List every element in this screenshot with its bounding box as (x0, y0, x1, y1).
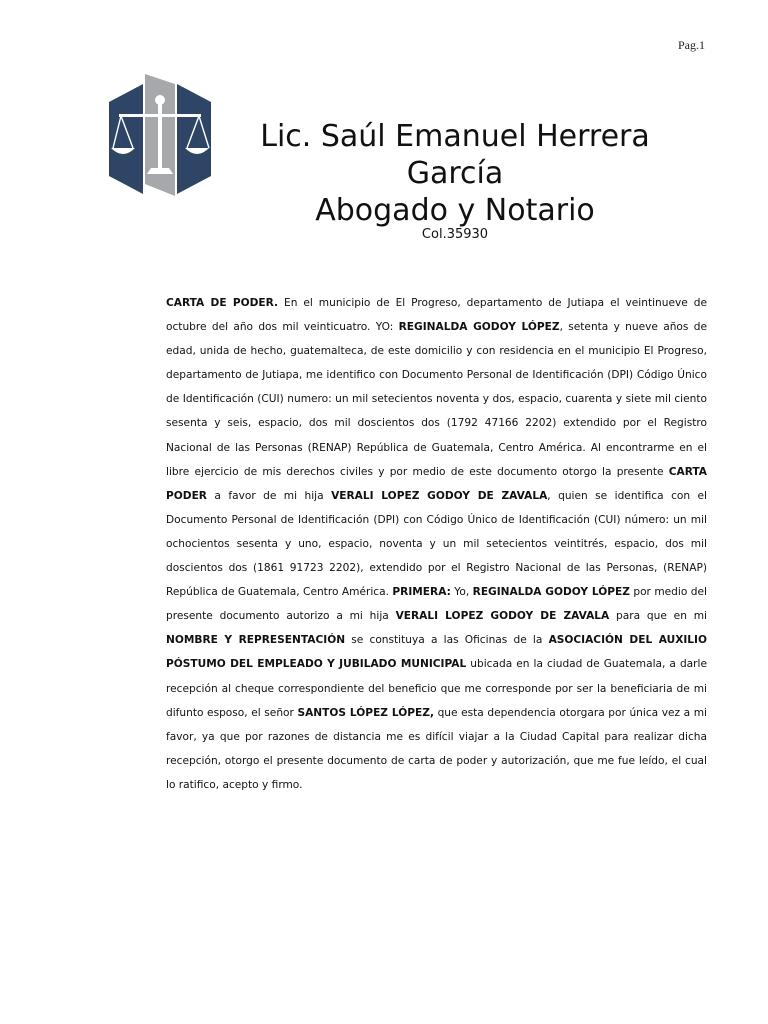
colegiado-number: Col.35930 (421, 227, 489, 242)
grantor-name: REGINALDA GODOY LÓPEZ (398, 321, 560, 334)
power-of-attorney-text (166, 291, 707, 797)
text-segment: ubicada en la ciudad de Guatemala, a darle recepción al cheque correspondiente del beneficio que me corresponde por ser la beneficiaria de mi difunto esposo, el señor (166, 658, 707, 719)
representation-phrase: NOMBRE Y REPRESENTACIÓN (166, 634, 346, 647)
grantee-name: VERALI LOPEZ GODOY DE ZAVALA (395, 610, 610, 623)
scales-of-justice-logo (105, 72, 215, 202)
text-segment: por medio del presente documento autorizo a mi hija (166, 586, 707, 623)
text-segment: para que en mi (609, 610, 707, 623)
deceased-spouse-name: SANTOS LÓPEZ LÓPEZ, (297, 706, 434, 719)
grantor-name: REGINALDA GODOY LÓPEZ (472, 586, 630, 599)
association-name: ASOCIACIÓN DEL AUXILIO PÓSTUMO DEL EMPLEADO Y JUBILADO MUNICIPAL (166, 634, 707, 671)
clause-first: PRIMERA: (392, 586, 451, 599)
grantee-name: VERALI LOPEZ GODOY DE ZAVALA (331, 489, 548, 502)
lawyer-name-line2: García (406, 156, 504, 191)
page-number: Pag.1 (678, 38, 705, 52)
text-segment: que esta dependencia otorgara por única vez a mi favor, ya que por razones de distancia me es difícil viajar a la Ciudad Capital para realizar dicha recepción, otorgo el presente documento de carta de poder y autorización, que me fue leído, el cual lo ratifico, acepto y firmo. (166, 706, 707, 791)
text-segment: Yo, (450, 586, 473, 599)
text-segment: se constituya a las Oficinas de la (345, 634, 549, 647)
lawyer-title-block (222, 118, 688, 229)
lawyer-name-line1: Lic. Saúl Emanuel Herrera (260, 119, 650, 154)
text-segment: , quien se identifica con el Documento Personal de Identificación (DPI) con Código Único de Identificación (CUI) número: un mil ochocientos sesenta y uno, espacio, noventa y un mil setecientos veintitrés, espacio, dos mil doscientos dos (1861 91723 2202), extendido por el Registro Nacional de las Personas, (RENAP) República de Guatemala, Centro América. (166, 489, 707, 599)
lawyer-profession: Abogado y Notario (315, 193, 595, 228)
document-type: CARTA PODER (166, 465, 707, 502)
text-segment: , setenta y nueve años de edad, unida de hecho, guatemalteca, de este domicilio y con residencia en el municipio El Progreso, departamento de Jutiapa, me identifico con Documento Personal de Identificación (DPI) Código Único de Identificación (CUI) numero: un mil setecientos noventa y dos, espacio, cuarenta y siete mil ciento sesenta y seis, espacio, dos mil doscientos dos (1792 47166 2202) extendido por el Registro Nacional de las Personas (RENAP) República de Guatemala, Centro América. Al encontrarme en el libre ejercicio de mis derechos civiles y por medio de este documento otorgo la presente (166, 321, 707, 478)
text-segment: En el municipio de El Progreso, departamento de Jutiapa el veintinueve de octubre del año dos mil veinticuatro. YO: (166, 297, 707, 334)
document-heading: CARTA DE PODER. (166, 297, 279, 309)
text-segment: a favor de mi hija (206, 489, 332, 502)
